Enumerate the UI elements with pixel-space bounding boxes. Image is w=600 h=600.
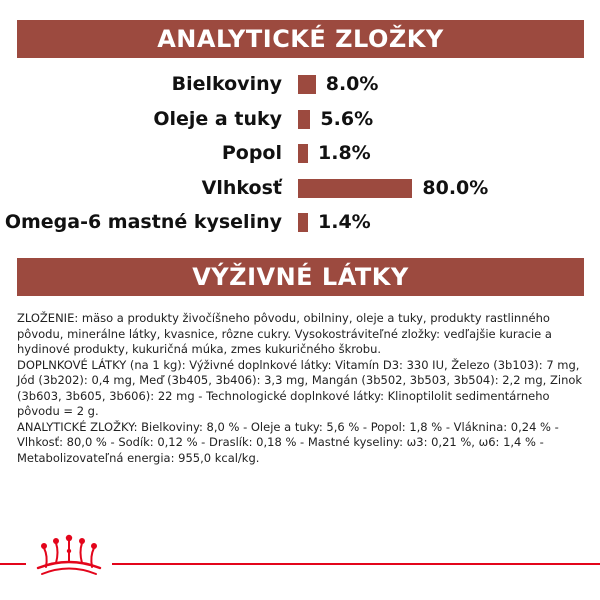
chart-category-label: Oleje a tuky <box>153 107 282 130</box>
chart-row <box>0 72 600 96</box>
chart-value-label: 8.0% <box>325 73 379 95</box>
composition-paragraph: DOPLNKOVÉ LÁTKY (na 1 kg): Výživné doplnkové látky: Vitamín D3: 330 IU, Železo (3b103): 7 mg, Jód (3b202): 0,4 mg, Meď (3b405, 3b406): 3,3 mg, Mangán (3b502, 3b503, 3b504): 2,2 mg, Zinok (3b603, 3b605, 3b606): 22 mg - Technologické doplnkové látky: Klinoptilolit sedimentárneho pôvodu = 2 g. <box>17 357 583 418</box>
footer-line-left <box>0 563 26 565</box>
composition-paragraph: ZLOŽENIE: mäso a produkty živočíšneho pôvodu, obilniny, oleje a tuky, produkty rastlinného pôvodu, minerálne látky, kvasnice, rôzne cukry. Vysokostráviteľné zložky: vedľajšie kuracie a hydinové produkty, kukuričná múka, zmes kukuričného škrobu. <box>17 311 552 356</box>
chart-value-label: 1.4% <box>318 211 371 233</box>
analytical-components-banner <box>17 20 584 58</box>
chart-row <box>0 210 600 234</box>
chart-category-label: Omega-6 mastné kyseliny <box>4 211 282 233</box>
chart-value-label: 5.6% <box>320 107 374 130</box>
royal-canin-crown-icon <box>32 534 106 580</box>
chart-row <box>0 141 600 165</box>
chart-category-label: Vlhkosť <box>201 176 282 199</box>
composition-paragraph: ANALYTICKÉ ZLOŽKY: Bielkoviny: 8,0 % - Oleje a tuky: 5,6 % - Popol: 1,8 % - Vláknina: 0,24 % - Vlhkosť: 80,0 % - Sodík: 0,12 % - Draslík: 0,18 % - Mastné kyseliny: ω3: 0,21 %, ω6: 1,4 % - Metabolizovateľná energia: 955,0 kcal/kg. <box>17 419 559 465</box>
chart-category-label: Popol <box>221 142 282 164</box>
nutrients-title: VÝŽIVNÉ LÁTKY <box>192 263 409 291</box>
chart-value-label: 80.0% <box>422 176 489 199</box>
analytical-components-chart <box>0 70 600 250</box>
nutrients-banner <box>17 258 584 296</box>
chart-bar <box>298 179 412 198</box>
analytical-components-title: ANALYTICKÉ ZLOŽKY <box>157 25 444 53</box>
composition-text <box>17 311 587 466</box>
chart-bar <box>298 213 308 232</box>
chart-bar <box>298 144 308 163</box>
chart-bar <box>298 75 316 94</box>
chart-category-label: Bielkoviny <box>171 73 282 95</box>
chart-row <box>0 107 600 131</box>
chart-value-label: 1.8% <box>318 142 371 164</box>
chart-bar <box>298 110 310 129</box>
footer-line-right <box>112 563 600 565</box>
chart-row <box>0 176 600 200</box>
